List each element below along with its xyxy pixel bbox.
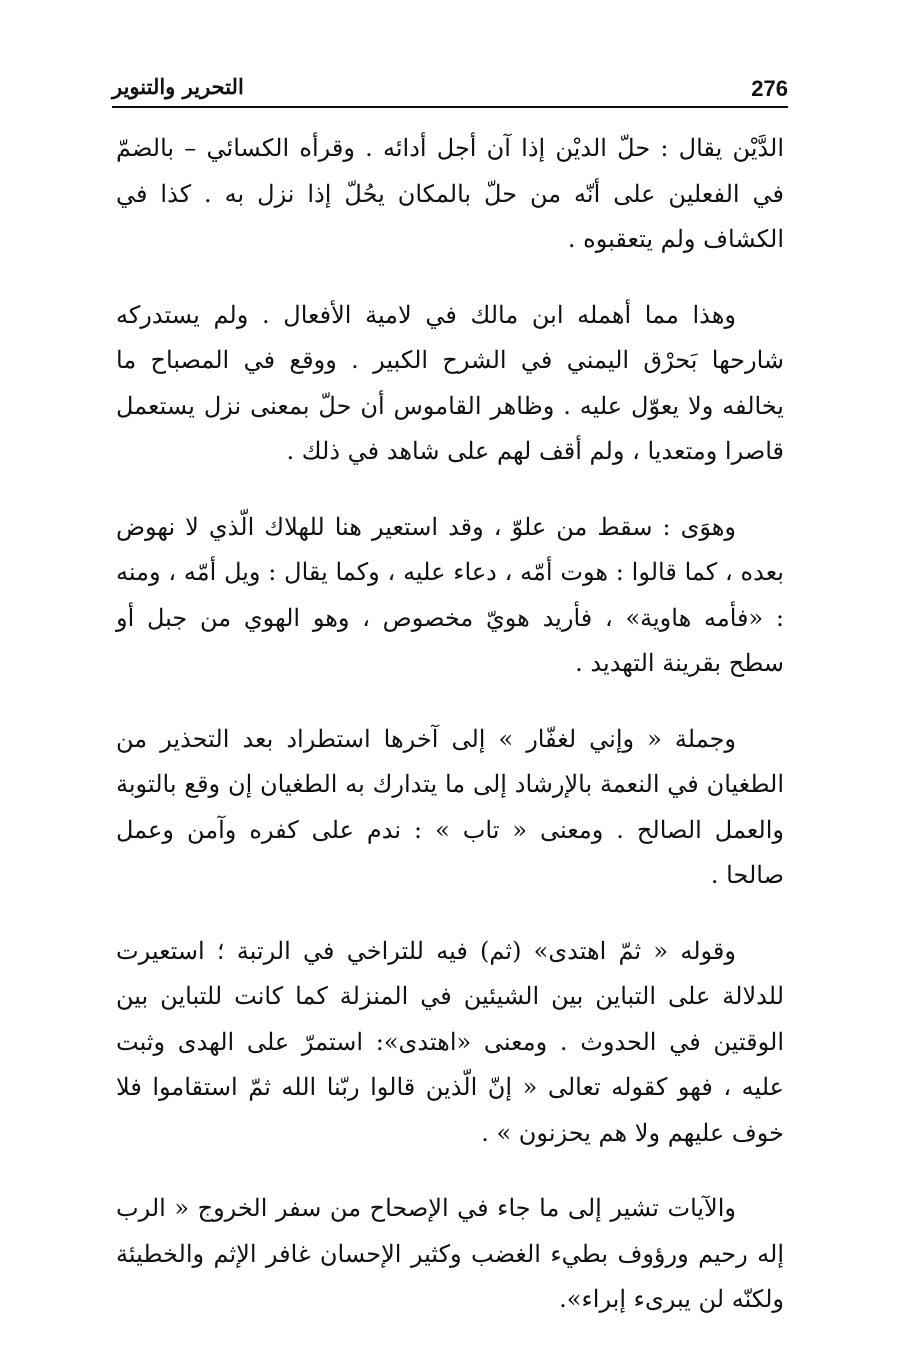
paragraph-4-text: وجملة « وإني لغفّار » إلى آخرها استطراد بعد التحذير من الطغيان في النعمة بالإرشاد إلى ما يتدارك به الطغيان إن وقع بالتوبة والعمل الصالح . ومعنى « تاب » : ندم على كفره وآمن وعمل صالحا .	[116, 724, 784, 889]
paragraph-2	[116, 293, 784, 475]
body-text	[116, 126, 784, 1353]
paragraph-5	[116, 929, 784, 1157]
paragraph-3-text: وهوَى : سقط من علوّ ، وقد استعير هنا للهلاك الّذي لا نهوض بعده ، كما قالوا : هوت أمّه ، دعاء عليه ، وكما يقال : ويل أمّه ، ومنه : «فأمه هاوية» ، فأريد هويّ مخصوص ، وهو الهوي من جبل أو سطح بقرينة التهديد .	[116, 512, 784, 677]
paragraph-6	[116, 1186, 784, 1323]
paragraph-3	[116, 505, 784, 687]
page-header	[112, 72, 788, 108]
running-title: التحرير والتنوير	[112, 74, 244, 99]
paragraph-1-text: الدَّيْن يقال : حلّ الديْن إذا آن أجل أدائه . وقرأه الكسائي – بالضمّ في الفعلين على أنّه من حلّ بالمكان يحُلّ إذا نزل به . كذا في الكشاف ولم يتعقبوه .	[116, 134, 785, 253]
paragraph-6-text: والآيات تشير إلى ما جاء في الإصحاح من سفر الخروج « الرب إله رحيم ورؤوف بطيء الغضب وكثير الإحسان غافر الإثم والخطيئة ولكنّه لن يبرىء إبراء».	[116, 1194, 784, 1313]
page-number: 276	[751, 76, 788, 101]
paragraph-2-text: وهذا مما أهمله ابن مالك في لامية الأفعال . ولم يستدركه شارحها بَحرْق اليمني في الشرح الكبير . ووقع في المصباح ما يخالفه ولا يعوّل عليه . وظاهر القاموس أن حلّ بمعنى نزل يستعمل قاصرا ومتعديا ، ولم أقف لهم على شاهد في ذلك .	[116, 300, 784, 465]
paragraph-1	[116, 126, 784, 263]
paragraph-5-text: وقوله « ثمّ اهتدى» (ثم) فيه للتراخي في الرتبة ؛ استعيرت للدلالة على التباين بين الشيئين في المنزلة كما كانت للتباين بين الوقتين في الحدوث . ومعنى «اهتدى»: استمرّ على الهدى وثبت عليه ، فهو كقوله تعالى « إنّ الّذين قالوا ربّنا الله ثمّ استقاموا فلا خوف عليهم ولا هم يحزنون » .	[116, 936, 784, 1147]
header-rule	[112, 106, 788, 108]
paragraph-4	[116, 717, 784, 899]
